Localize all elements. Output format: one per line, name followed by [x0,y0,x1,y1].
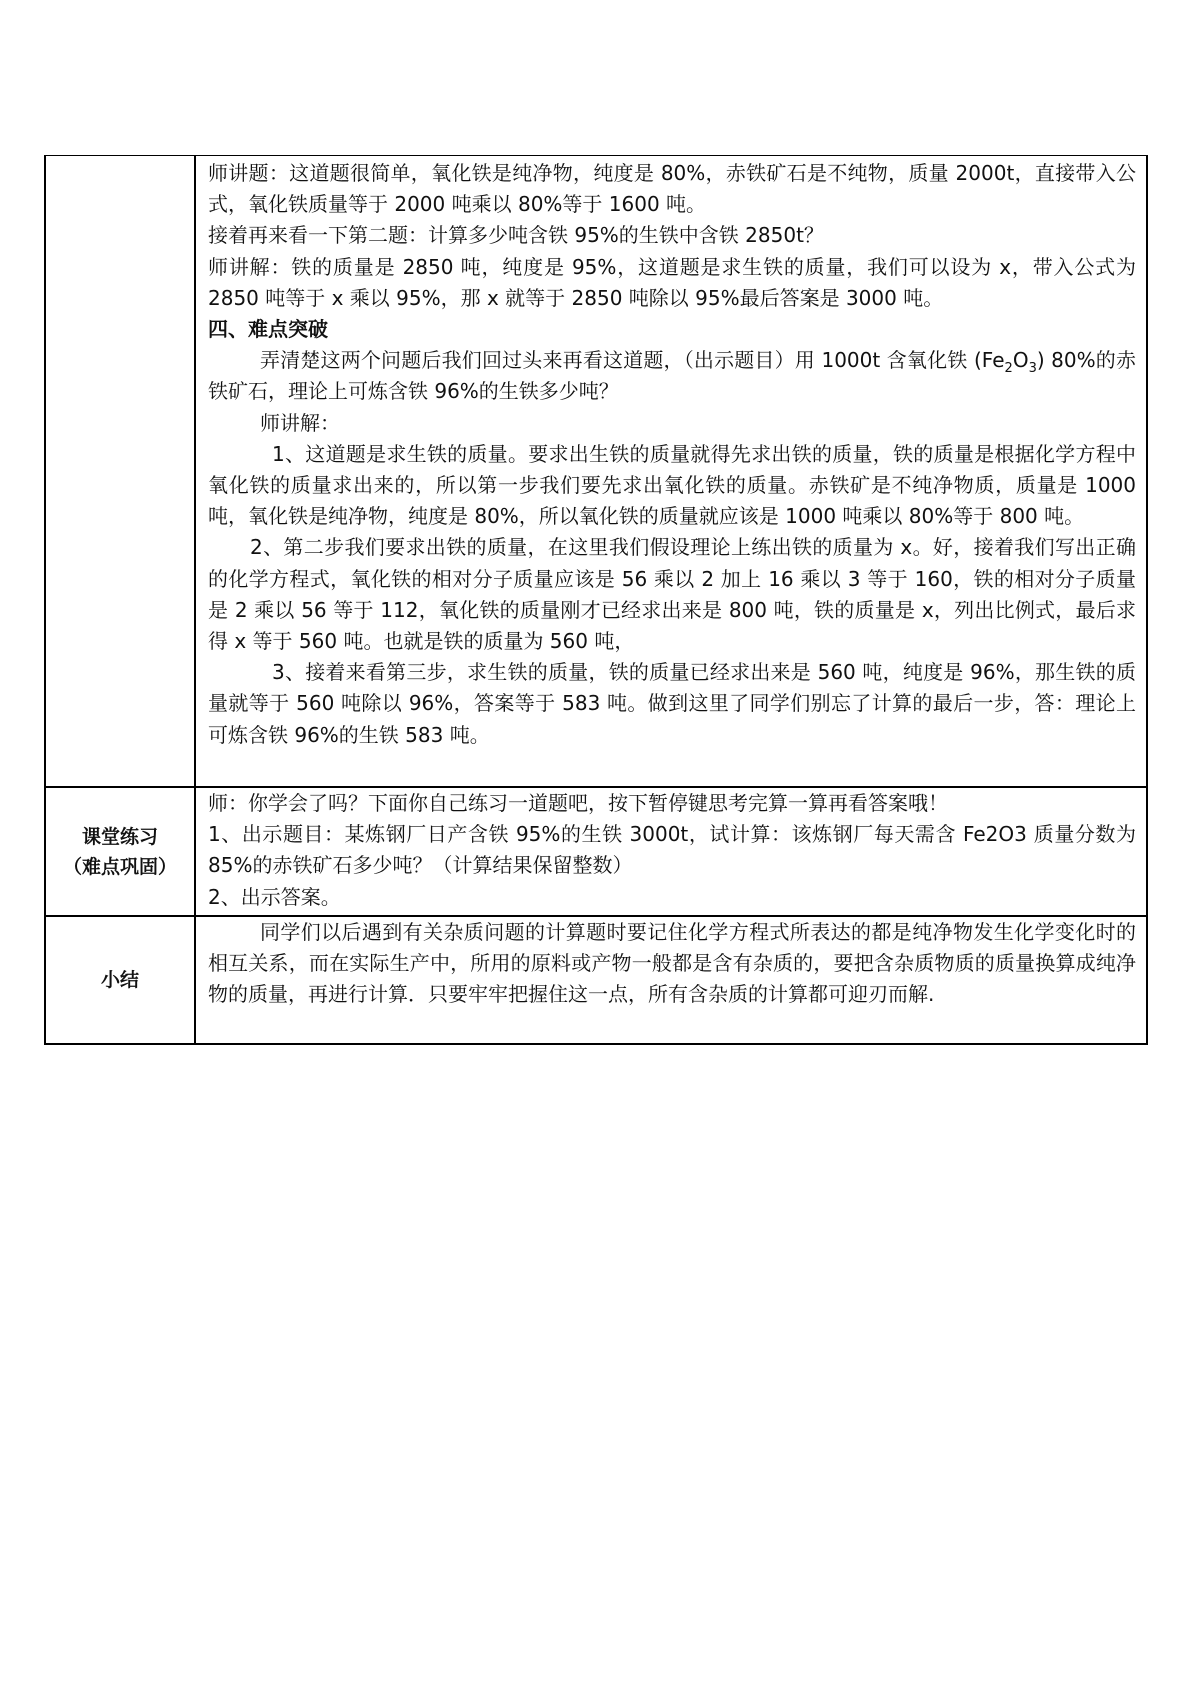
label-line: （难点巩固） [62,855,177,878]
paragraph: 3、接着来看第三步，求生铁的质量，铁的质量已经求出来是 560 吨，纯度是 96%，那生铁的质量就等于 560 吨除以 96%，答案等于 583 吨。做到这里了同学们别忘了计算的最后一步，答：理论上可炼含铁 96%的生铁 583 吨。 [208,660,1136,747]
paragraph: 师讲题：这道题很简单，氧化铁是纯净物，纯度是 80%，赤铁矿石是不纯物，质量 2000t，直接带入公式，氧化铁质量等于 2000 吨乘以 80%等于 1600 吨。 [208,161,1136,217]
section-heading: 四、难点突破 [208,317,328,342]
row-label-practice [45,787,195,916]
table-row-summary [45,916,1147,1044]
label-line: 课堂练习 [81,825,158,848]
table-row-practice [45,787,1147,916]
paragraph: 弄清楚这两个问题后我们回过头来再看这道题，（出示题目）用 1000t 含氧化铁 $(Fe_2O_3)$ 80%的赤铁矿石，理论上可炼含铁 96%的生铁多少吨？ [208,348,1136,404]
paragraph: 2、第二步我们要求出铁的质量，在这里我们假设理论上练出铁的质量为 x。好，接着我们写出正确的化学方程式，氧化铁的相对分子质量应该是 56 乘以 2 加上 16 乘以 3 等于 160，铁的相对分子质量是 2 乘以 56 等于 112，氧化铁的质量刚才已经求出来是 800 吨，铁的质量是 x，列出比例式，最后求得 x 等于 560 吨。也就是铁的质量为 560 吨， [208,535,1136,654]
row-label-empty [45,156,195,788]
paragraph: 师讲解： [260,410,340,435]
table-row-explanation [45,156,1147,788]
summary-cell [195,916,1147,1044]
paragraph: 师讲解：铁的质量是 2850 吨，纯度是 95%，这道题是求生铁的质量，我们可以设为 x，带入公式为 2850 吨等于 x 乘以 95%，那 x 就等于 2850 吨除以 95%最后答案是 3000 吨。 [208,254,1136,310]
paragraph: 1、出示题目：某炼钢厂日产含铁 95%的生铁 3000t，试计算：该炼钢厂每天需含 Fe2O3 质量分数为 85%的赤铁矿石多少吨？（计算结果保留整数） [208,822,1136,878]
paragraph: 师：你学会了吗？下面你自己练习一道题吧，按下暂停键思考完算一算再看答案哦！ [208,791,948,815]
row-label-summary: 小结 [45,916,195,1044]
paragraph: 1、这道题是求生铁的质量。要求出生铁的质量就得先求出铁的质量，铁的质量是根据化学方程中氧化铁的质量求出来的，所以第一步我们要先求出氧化铁的质量。赤铁矿是不纯净物质，质量是 1000 吨，氧化铁是纯净物，纯度是 80%，所以氧化铁的质量就应该是 1000 吨乘以 80%等于 800 吨。 [208,441,1136,529]
paragraph: 同学们以后遇到有关杂质问题的计算题时要记住化学方程式所表达的都是纯净物发生化学变化时的相互关系，而在实际生产中，所用的原料或产物一般都是含有杂质的，要把含杂质物质的质量换算成纯净物的质量，再进行计算．只要牢牢把握住这一点，所有含杂质的计算都可迎刃而解. [208,920,1136,1007]
explanation-cell [195,156,1147,788]
lesson-table [44,155,1148,1045]
practice-cell [195,787,1147,916]
paragraph: 2、出示答案。 [208,884,341,909]
paragraph: 接着再来看一下第二题：计算多少吨含铁 95%的生铁中含铁 2850t？ [208,223,824,248]
